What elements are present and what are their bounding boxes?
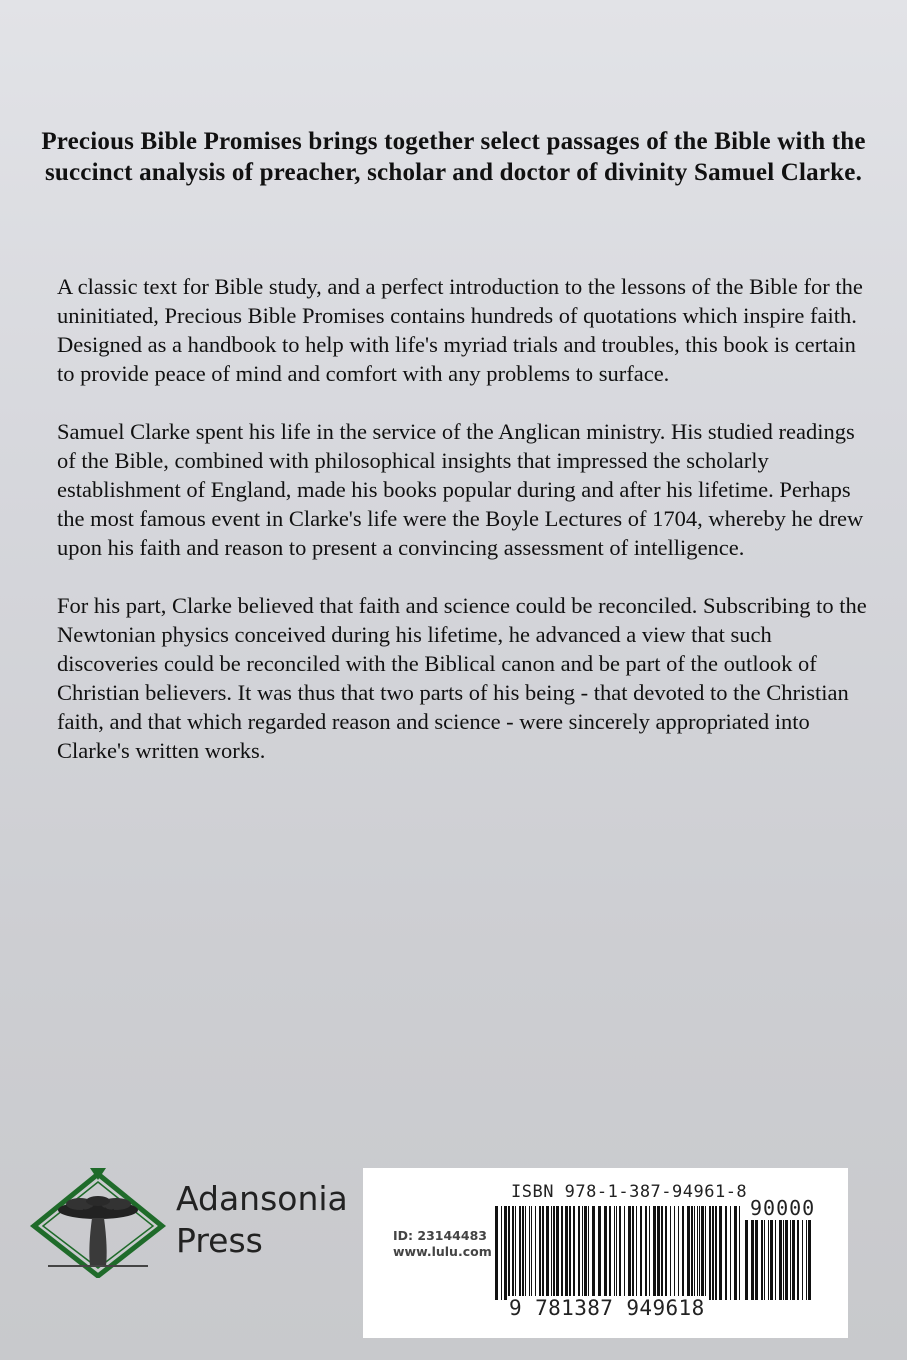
paragraph-2: Samuel Clarke spent his life in the service of the Anglican ministry. His studied readings of the Bible, combined with philosophical insights that impressed the scholarly establishment of England, made his books popular during and after his lifetime. Perhaps the most famous event in Clarke's life were the Boyle Lectures of 1704, whereby he drew upon his faith and reason to present a convincing assessment of intelligence. <box>57 419 864 560</box>
paragraph-3: For his part, Clarke believed that faith and science could be reconciled. Subscribing to the Newtonian physics conceived during his lifetime, he advanced a view that such discoveries could be reconciled with the Biblical canon and be part of the outlook of Christian believers. It was thus that two parts of his being - that devoted to the Christian faith, and that which regarded reason and science - were sincerely appropriated into Clarke's written works. <box>57 593 867 763</box>
ean-barcode <box>495 1206 743 1300</box>
print-site: www.lulu.com <box>393 1244 492 1259</box>
publisher-logo <box>28 1168 358 1278</box>
addon-barcode <box>745 1220 811 1300</box>
isbn-label: ISBN 978-1-387-94961-8 <box>511 1182 748 1202</box>
barcode-panel <box>363 1168 848 1338</box>
paragraph-1: A classic text for Bible study, and a perfect introduction to the lessons of the Bible for the uninitiated, Precious Bible Promises contains hundreds of quotations which inspire faith. Designed as a handbook to help with life's myriad trials and troubles, this book is certain to provide peace of mind and comfort with any problems to surface. <box>57 274 863 386</box>
price-code: 90000 <box>750 1196 816 1220</box>
print-id-number: ID: 23144483 <box>393 1228 487 1243</box>
description <box>57 272 869 794</box>
print-id <box>393 1228 492 1260</box>
baobab-tree-diamond-icon <box>28 1168 168 1278</box>
publisher-name-line1: Adansonia <box>176 1179 348 1218</box>
ean-digits: 9 781387 949618 <box>509 1296 705 1320</box>
headline: Precious Bible Promises brings together select passages of the Bible with the succinct analysis of preacher, scholar and doctor of divinity Samuel Clarke. <box>41 128 866 186</box>
publisher-name-line2: Press <box>176 1221 263 1260</box>
publisher-name <box>176 1178 348 1262</box>
